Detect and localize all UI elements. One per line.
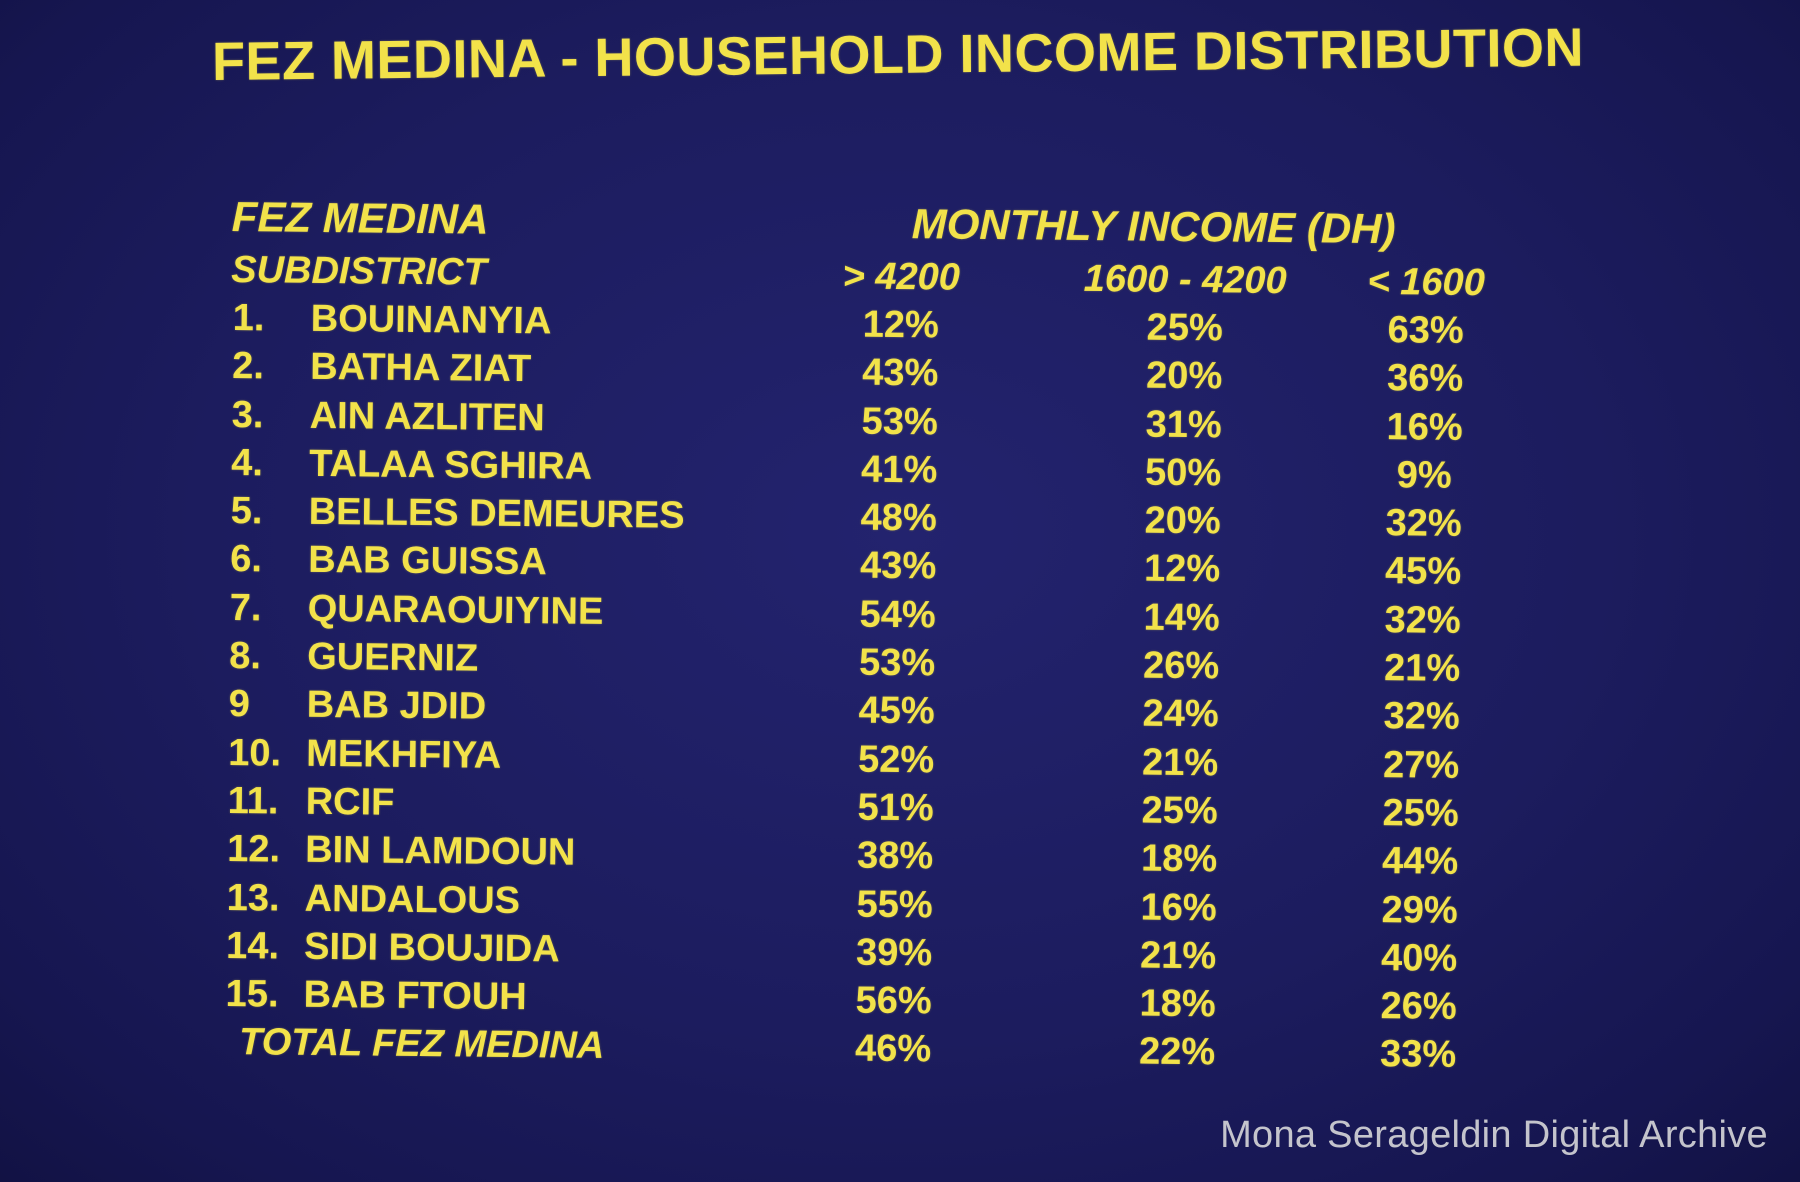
row-number: 10. [227, 731, 282, 775]
total-label: TOTAL FEZ MEDINA [238, 1021, 605, 1068]
value-high-income: 39% [855, 931, 933, 975]
subdistrict-name: MEKHFIYA [305, 732, 502, 777]
value-middle-income: 21% [1139, 934, 1217, 978]
subdistrict-name: SIDI BOUJIDA [303, 925, 560, 971]
value-high-income: 54% [859, 593, 936, 637]
subdistrict-name: AIN AZLITEN [309, 394, 545, 439]
value-low-income: 63% [1387, 309, 1464, 352]
column-header-middle: 1600 - 4200 [1083, 257, 1287, 303]
value-middle-income: 18% [1139, 982, 1216, 1026]
subdistrict-name: BOUINANYIA [310, 297, 552, 343]
archive-watermark: Mona Serageldin Digital Archive [1220, 1114, 1768, 1156]
value-low-income: 32% [1384, 598, 1461, 642]
value-low-income: 40% [1380, 936, 1458, 980]
value-low-income: 36% [1386, 357, 1464, 401]
row-number: 3. [231, 393, 264, 436]
row-number: 1. [232, 297, 265, 340]
row-number: 15. [225, 973, 279, 1016]
value-high-income: 55% [856, 883, 933, 926]
row-number: 11. [227, 779, 279, 823]
value-middle-income: 26% [1142, 644, 1220, 688]
value-high-income: 56% [855, 979, 932, 1023]
row-number: 6. [230, 538, 263, 581]
value-high-income: 43% [861, 351, 939, 395]
value-low-income: 45% [1384, 550, 1462, 594]
row-number: 4. [231, 441, 264, 485]
value-low-income: 32% [1385, 502, 1462, 546]
subdistrict-name: BATHA ZIAT [310, 346, 532, 391]
value-low-income: 29% [1381, 888, 1458, 932]
row-number: 14. [225, 924, 280, 968]
value-middle-income: 31% [1145, 403, 1222, 446]
value-high-income: 45% [858, 689, 935, 733]
subdistrict-name: BIN LAMDOUN [304, 829, 576, 874]
subdistrict-name: TALAA SGHIRA [309, 442, 593, 488]
row-number: 5. [230, 490, 263, 533]
subdistrict-name: BAB FTOUH [303, 973, 527, 1019]
subdistrict-name: BAB GUISSA [308, 539, 548, 584]
value-low-income: 25% [1382, 792, 1459, 835]
value-high-income: 38% [856, 834, 934, 878]
value-low-income: 21% [1383, 647, 1461, 690]
row-number: 13. [226, 876, 280, 920]
subdistrict-name: QUARAOUIYINE [307, 587, 604, 633]
value-middle-income: 25% [1141, 789, 1218, 833]
value-high-income: 12% [862, 303, 939, 347]
value-high-income: 51% [857, 786, 934, 830]
row-number: 7. [229, 586, 262, 630]
total-high-income: 46% [854, 1028, 932, 1071]
value-middle-income: 14% [1143, 596, 1220, 640]
subdistrict-name: GUERNIZ [306, 635, 479, 680]
subdistrict-header-line1: FEZ MEDINA [231, 193, 489, 243]
value-high-income: 41% [860, 448, 938, 492]
row-number: 12. [226, 828, 281, 871]
value-low-income: 44% [1381, 840, 1459, 884]
monthly-income-header: MONTHLY INCOME (DH) [911, 200, 1396, 253]
value-middle-income: 21% [1141, 741, 1219, 785]
value-middle-income: 18% [1140, 837, 1218, 881]
value-middle-income: 16% [1140, 886, 1217, 929]
value-low-income: 9% [1396, 454, 1452, 497]
value-high-income: 52% [857, 738, 935, 782]
value-middle-income: 12% [1143, 548, 1221, 591]
value-low-income: 16% [1386, 405, 1463, 449]
total-middle-income: 22% [1138, 1030, 1216, 1074]
total-low-income: 33% [1379, 1033, 1457, 1077]
value-middle-income: 50% [1144, 451, 1222, 495]
value-middle-income: 20% [1144, 499, 1221, 543]
subdistrict-name: BELLES DEMEURES [308, 491, 685, 537]
value-low-income: 27% [1382, 743, 1460, 787]
value-high-income: 53% [858, 641, 936, 685]
value-middle-income: 25% [1146, 306, 1223, 350]
value-low-income: 32% [1383, 695, 1460, 739]
subdistrict-header-line2: SUBDISTRICT [231, 248, 487, 294]
row-number: 2. [232, 345, 265, 388]
value-high-income: 48% [860, 496, 937, 540]
subdistrict-name: ANDALOUS [304, 877, 521, 922]
subdistrict-name: BAB JDID [306, 684, 487, 729]
column-header-high: > 4200 [842, 255, 961, 299]
row-number: 8. [229, 635, 262, 678]
subdistrict-name: RCIF [305, 780, 395, 824]
table-body [0, 292, 1799, 1084]
value-high-income: 53% [861, 400, 938, 443]
column-header-low: < 1600 [1367, 260, 1486, 305]
slide-title: FEZ MEDINA - HOUSEHOLD INCOME DISTRIBUTION [211, 17, 1585, 92]
value-middle-income: 20% [1145, 354, 1223, 398]
value-low-income: 26% [1380, 985, 1457, 1029]
value-high-income: 43% [859, 545, 937, 588]
row-number: 9 [228, 683, 251, 726]
value-middle-income: 24% [1142, 692, 1219, 736]
